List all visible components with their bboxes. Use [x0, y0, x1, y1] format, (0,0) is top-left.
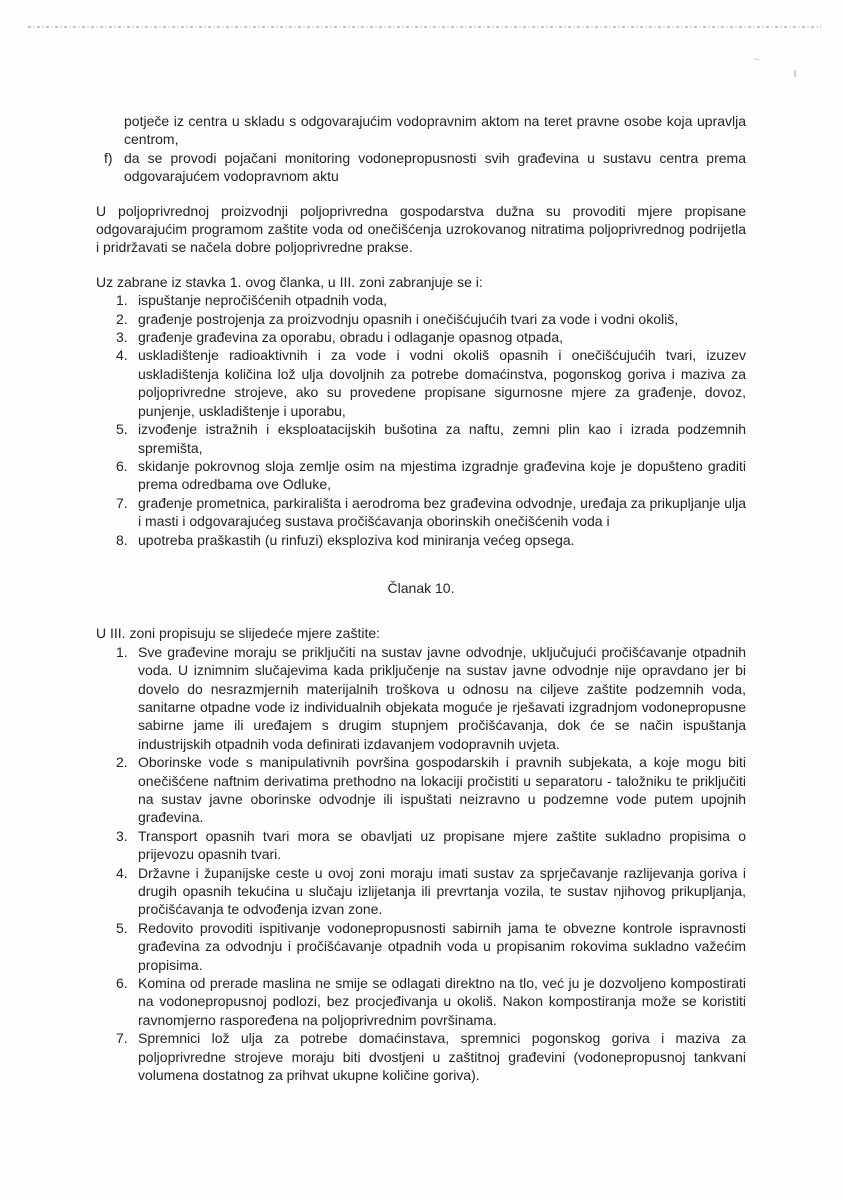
scan-artifact-dashed-line	[28, 26, 821, 28]
list-item-number: 7.	[116, 1030, 128, 1047]
article-heading: Članak 10.	[387, 579, 455, 596]
list-item-number: 2.	[116, 754, 128, 771]
list-item-number: 5.	[116, 919, 128, 936]
list-item	[96, 346, 746, 420]
list-item-text: Redovito provoditi ispitivanje vodonepropusnosti sabirnih jama te obvezne kontrole ispravnosti građevina za odvodnju i pročišćavanje otpadnih voda u propisanim rokovima sukladno važećim propisima.	[138, 919, 746, 973]
list-item	[96, 310, 746, 328]
list-item-number: 3.	[116, 827, 128, 844]
list-item	[96, 974, 746, 1029]
list-item-text: skidanje pokrovnog sloja zemlje osim na mjestima izgradnje građevina koje je dopušteno graditi prema odredbama ove Odluke,	[138, 457, 746, 493]
list-item	[96, 864, 746, 919]
list-item-text: Sve građevine moraju se priključiti na sustav javne odvodnje, uključujući pročišćavanje otpadnih voda. U iznimnim slučajevima kada priključenje na sustav javne odvodnje nije opravdano jer bi dovelo do nesrazmjernih materijalnih troškova u odnosu na ciljeve zaštite podzemnih voda, sanitarne otpadne vode iz individualnih objekata moguće je rješavati izgradnjom vodonepropusne sabirne jame ili uređajem s drugim stupnjem pročišćavanja, dok će se način ispuštanja industrijskih otpadnih voda definirati izdavanjem vodopravnih uvjeta.	[138, 643, 746, 752]
list-item-text: Oborinske vode s manipulativnih površina gospodarskih i pravnih subjekata, a koje mogu biti onečišćene naftnim derivatima prethodno na lokaciji pročistiti u separatoru - taložniku te priključiti na sustav javne oborinske odvodnje ili ispuštati neizravno u podzemne vode putem upojnih građevina.	[138, 754, 746, 826]
document-body	[96, 112, 746, 1085]
list-item-text: Spremnici lož ulja za potrebe domaćinstava, spremnici pogonskog goriva i maziva za poljoprivredne strojeve moraju biti dvostjeni u zaštitnoj građevini (vodonepropusnoj tankvani volumena dostatnog za prihvat ukupne količine goriva).	[138, 1030, 746, 1084]
list-item-letter: f)	[104, 149, 113, 166]
list-item	[96, 494, 746, 531]
list-item-number: 8.	[116, 531, 128, 548]
list-item-text: Komina od prerade maslina ne smije se odlagati direktno na tlo, već ju je dozvoljeno kompostirati na vodonepropusnoj podlozi, bez procjeđivanja u okoliš. Nakon kompostiranja može se koristiti ravnomjerno raspoređena na poljoprivrednim površinama.	[138, 975, 746, 1028]
list-item	[96, 827, 746, 864]
list-item-number: 6.	[116, 457, 128, 474]
list-item	[96, 531, 746, 549]
list-item-number: 3.	[116, 329, 128, 346]
scan-artifact-speck	[755, 55, 761, 60]
list-item-text: građenje postrojenja za proizvodnju opasnih i onečišćujućih tvari za vode i vodni okoliš,	[138, 310, 679, 327]
list-item	[96, 291, 746, 309]
list-item-text: građenje prometnica, parkirališta i aerodroma bez građevina odvodnje, uređaja za prikupljanje ulja i masti i odgovarajućeg sustava pročišćavanja oborinskih onečišćenih voda i	[138, 494, 746, 530]
list-item-number: 6.	[116, 975, 128, 992]
list-item-text: izvođenje istražnih i eksploatacijskih bušotina za naftu, zemni plin kao i izrada podzemnih spremišta,	[138, 421, 746, 456]
list-item-number: 2.	[116, 310, 128, 327]
scan-artifact-speck	[794, 70, 796, 77]
list-item-text: ispuštanje nepročišćenih otpadnih voda,	[138, 292, 388, 309]
list-item-number: 5.	[116, 421, 128, 438]
paragraph-agriculture: U poljoprivrednoj proizvodnji poljoprivredna gospodarstva dužna su provoditi mjere propisane odgovarajućim programom zaštite voda od onečišćenja uzrokovanog nitratima poljoprivrednog podrijetla i pridržavati se načela dobre poljoprivredne prakse.	[96, 202, 746, 256]
list-item-text: građenje građevina za oporabu, obradu i odlaganje opasnog otpada,	[138, 329, 564, 346]
list-item	[96, 643, 746, 753]
list-item-text: upotreba praškastih (u rinfuzi) eksploziva kod miniranja većeg opsega.	[138, 531, 575, 548]
list-item-text: uskladištenje radioaktivnih i za vode i vodni okoliš opasnih i onečišćujućih tvari, izuzev uskladištenja količina lož ulja dovoljnih za potrebe domaćinstva, pogonskog goriva i maziva za poljoprivredne strojeve, ako su provedene propisane sigurnosne mjere za građenje, dovoz, punjenje, uskladištenje i uporabu,	[138, 347, 746, 419]
prohibitions-intro: Uz zabrane iz stavka 1. ovog članka, u III. zoni zabranjuje se i:	[96, 273, 483, 290]
list-item-text: Državne i županijske ceste u ovoj zoni moraju imati sustav za sprječavanje razlijevanja goriva i drugih opasnih tekućina u slučaju izlijetanja ili prevrtanja vozila, te sustav njihovog prikupljanja, pročišćavanja te odvođenja izvan zone.	[138, 864, 746, 918]
list-item	[96, 328, 746, 346]
list-item	[96, 457, 746, 494]
list-item-text: Transport opasnih tvari mora se obavljati uz propisane mjere zaštite sukladno propisima o prijevozu opasnih tvari.	[138, 827, 746, 863]
list-item	[96, 420, 746, 457]
measures-intro: U III. zoni propisuju se slijedeće mjere zaštite:	[96, 625, 381, 642]
list-item-text: da se provodi pojačani monitoring vodonepropusnosti svih građevina u sustavu centra prema odgovarajućem vodopravnom aktu	[124, 149, 746, 185]
lettered-list-item-f	[96, 149, 746, 186]
list-item	[96, 1029, 746, 1084]
list-item	[96, 753, 746, 827]
list-item-number: 1.	[116, 643, 128, 660]
list-item	[96, 919, 746, 974]
list-item-number: 1.	[116, 292, 128, 309]
list-item-number: 7.	[116, 494, 128, 511]
list-item-number: 4.	[116, 347, 128, 364]
list-item-number: 4.	[116, 864, 128, 881]
paragraph-continuation: potječe iz centra u skladu s odgovarajućim vodopravnim aktom na teret pravne osobe koja upravlja centrom,	[124, 113, 746, 148]
